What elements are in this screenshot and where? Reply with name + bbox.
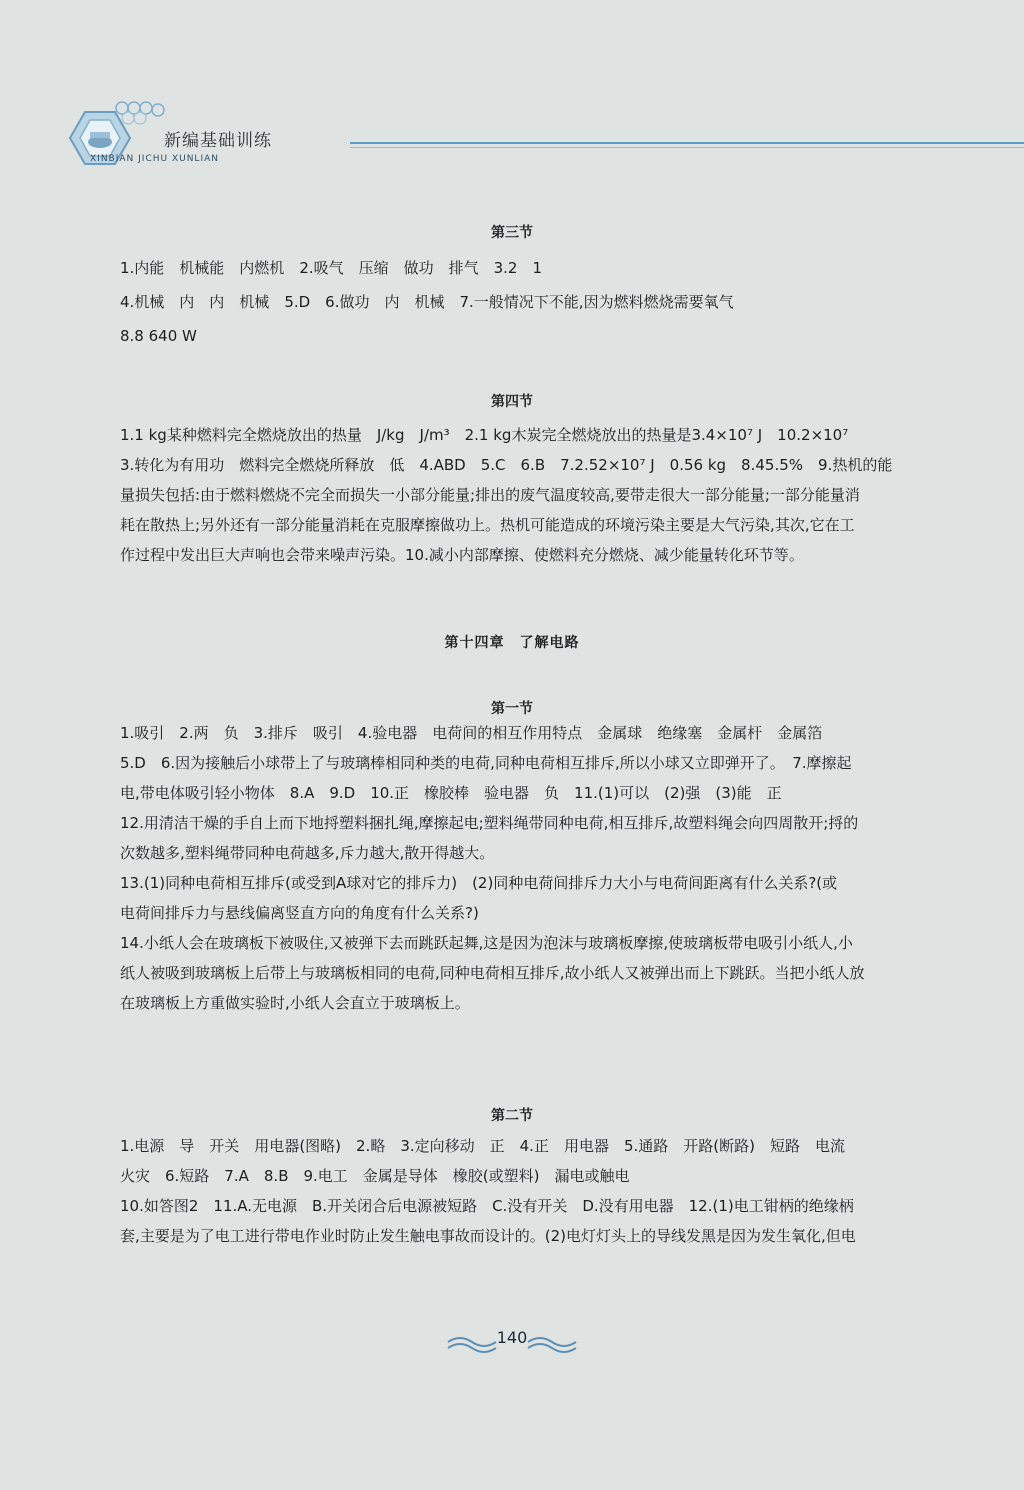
- answer-line: 12.用清洁干燥的手自上而下地捋塑料捆扎绳,摩擦起电;塑料绳带同种电荷,相互排斥,故塑料绳会向四周散开;捋的: [120, 814, 859, 832]
- answer-line: 3.转化为有用功 燃料完全燃烧所释放 低 4.ABD 5.C 6.B 7.2.52×10⁷ J 0.56 kg 8.45.5% 9.热机的能: [120, 456, 893, 474]
- answer-line: 次数越多,塑料绳带同种电荷越多,斥力越大,散开得越大。: [120, 844, 495, 862]
- section-2-answers: [120, 1131, 948, 1251]
- answer-line: 火灾 6.短路 7.A 8.B 9.电工 金属是导体 橡胶(或塑料) 漏电或触电: [120, 1167, 630, 1185]
- section-1-answers: [120, 718, 948, 1018]
- answer-line: 5.D 6.因为接触后小球带上了与玻璃棒相同种类的电荷,同种电荷相互排斥,所以小球又立即弹开了。 7.摩擦起: [120, 754, 852, 772]
- answer-line: 电荷间排斥力与悬线偏离竖直方向的角度有什么关系?): [120, 904, 479, 922]
- page-number: 140: [496, 1328, 528, 1347]
- series-title: 新编基础训练: [164, 131, 272, 151]
- answer-line: 1.1 kg某种燃料完全燃烧放出的热量 J/kg J/m³ 2.1 kg木炭完全燃烧放出的热量是3.4×10⁷ J 10.2×10⁷: [120, 426, 849, 444]
- answer-line: 1.内能 机械能 内燃机 2.吸气 压缩 做功 排气 3.2 1: [120, 259, 543, 277]
- answer-line: 套,主要是为了电工进行带电作业时防止发生触电事故而设计的。(2)电灯灯头上的导线发黑是因为发生氧化,但电: [120, 1227, 856, 1245]
- page-footer: [400, 1322, 624, 1362]
- section-title-1: 第一节: [491, 701, 533, 717]
- chapter-title: 第十四章 了解电路: [444, 635, 580, 651]
- header-divider-thin: [350, 147, 1024, 148]
- answer-line: 作过程中发出巨大声响也会带来噪声污染。10.减小内部摩擦、使燃料充分燃烧、减少能量转化环节等。: [120, 546, 804, 564]
- answer-line: 耗在散热上;另外还有一部分能量消耗在克服摩擦做功上。热机可能造成的环境污染主要是大气污染,其次,它在工: [120, 516, 855, 534]
- answer-line: 电,带电体吸引轻小物体 8.A 9.D 10.正 橡胶棒 验电器 负 11.(1)可以 (2)强 (3)能 正: [120, 784, 782, 802]
- answer-line: 4.机械 内 内 机械 5.D 6.做功 内 机械 7.一般情况下不能,因为燃料燃烧需要氧气: [120, 293, 734, 311]
- section-title-4: 第四节: [491, 394, 533, 410]
- answer-line: 10.如答图2 11.A.无电源 B.开关闭合后电源被短路 C.没有开关 D.没有用电器 12.(1)电工钳柄的绝缘柄: [120, 1197, 854, 1215]
- answer-line: 量损失包括:由于燃料燃烧不完全而损失一小部分能量;排出的废气温度较高,要带走很大一部分能量;一部分能量消: [120, 486, 860, 504]
- answer-line: 纸人被吸到玻璃板上后带上与玻璃板相同的电荷,同种电荷相互排斥,故小纸人又被弹出而上下跳跃。当把小纸人放: [120, 964, 865, 982]
- series-logo-icon: [60, 98, 170, 178]
- section-title-3: 第三节: [491, 225, 533, 241]
- series-pinyin: XINBIAN JICHU XUNLIAN: [90, 154, 219, 164]
- answer-line: 1.电源 导 开关 用电器(图略) 2.略 3.定向移动 正 4.正 用电器 5.通路 开路(断路) 短路 电流: [120, 1137, 845, 1155]
- answer-line: 13.(1)同种电荷相互排斥(或受到A球对它的排斥力) (2)同种电荷间排斥力大小与电荷间距离有什么关系?(或: [120, 874, 838, 892]
- section-title-2: 第二节: [491, 1108, 533, 1124]
- answer-line: 8.8 640 W: [120, 327, 197, 345]
- page-header: [60, 98, 1024, 188]
- answer-line: 1.吸引 2.两 负 3.排斥 吸引 4.验电器 电荷间的相互作用特点 金属球 绝缘塞 金属杆 金属箔: [120, 724, 823, 742]
- answer-line: 在玻璃板上方重做实验时,小纸人会直立于玻璃板上。: [120, 994, 470, 1012]
- section-3-answers: [120, 253, 948, 351]
- section-4-answers: [120, 420, 948, 570]
- header-divider: [350, 142, 1024, 144]
- answer-line: 14.小纸人会在玻璃板下被吸住,又被弹下去而跳跃起舞,这是因为泡沫与玻璃板摩擦,使玻璃板带电吸引小纸人,小: [120, 934, 853, 952]
